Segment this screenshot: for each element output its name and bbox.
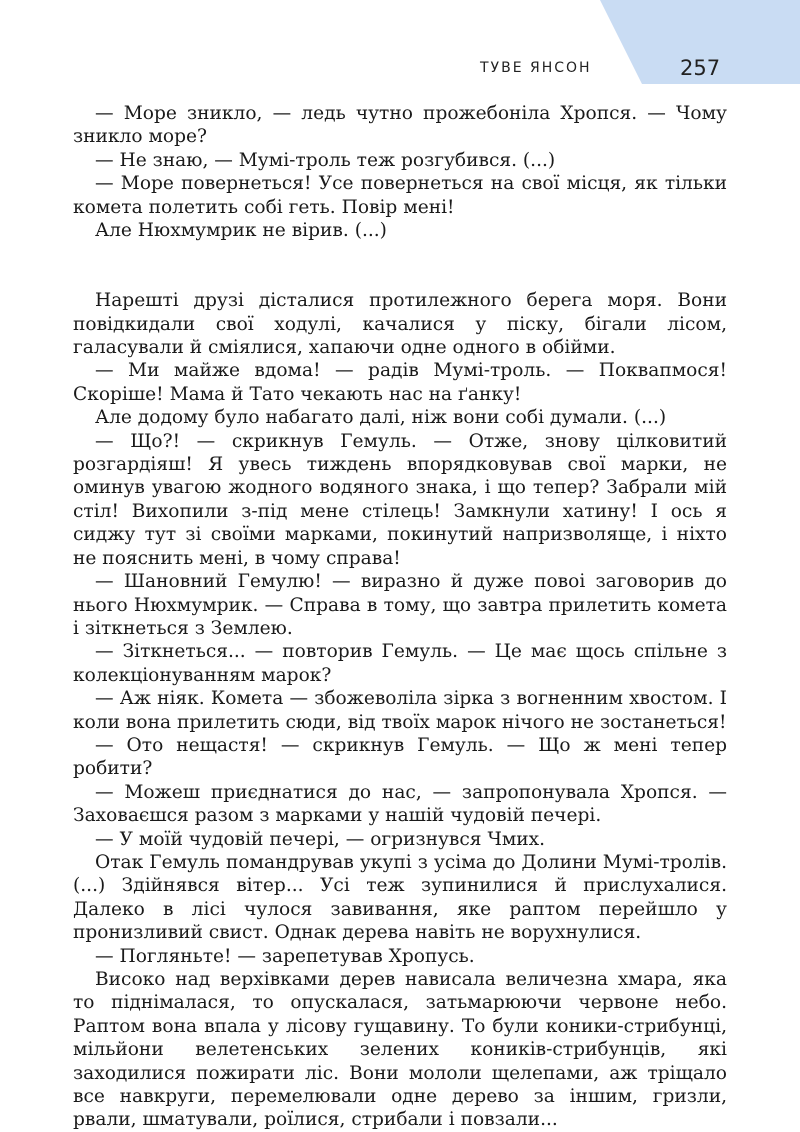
body-text bbox=[73, 102, 727, 1132]
paragraph: — Шановний Гемулю! — виразно й дуже повоі заговорив до нього Нюхмумрик. — Справа в тому, що завтра прилетить комета і зіткнеться з Землею. bbox=[73, 571, 727, 639]
paragraph: — Море зникло, — ледь чутно прожебоніла Хропся. — Чому зникло море? bbox=[73, 103, 727, 148]
running-head-author: ТУВЕ ЯНСОН bbox=[480, 60, 592, 76]
paragraph: — Погляньте! — зарепетував Хропусь. bbox=[95, 945, 475, 967]
paragraph: — Море повернеться! Усе повернеться на свої місця, як тільки комета полетить собі геть. Повір мені! bbox=[73, 173, 727, 218]
paragraph: — Не знаю, — Мумі-троль теж розгубився. (...) bbox=[95, 149, 556, 171]
section-break bbox=[73, 242, 727, 265]
page-number: 257 bbox=[680, 56, 721, 80]
paragraph: Нарешті друзі дісталися протилежного берега моря. Вони повідкидали свої ходулі, качалися у піску, бігали лісом, галасували й сміялися, хапаючи одне одного в обійми. bbox=[73, 290, 727, 359]
paragraph: — Що?! — скрикнув Гемуль. — Отже, знову цілковитий розгардіяш! Я увесь тиждень впорядковував свої марки, не оминув увагою жодного водяного знака, і що тепер? Забрали мій стіл! Вихопили з-під мене стілець! Замкнули хатину! І ось я сиджу тут зі своїми марками, покинутий напризволяще, і ніхто не пояснить мені, в чому справа! bbox=[73, 430, 727, 569]
paragraph: — Можеш приєднатися до нас, — запропонувала Хропся. — Заховаєшся разом з марками у нашій чудовій печері. bbox=[73, 781, 727, 827]
paragraph: Високо над верхівками дерев нависала величезна хмара, яка то піднімалася, то опускалася, затьмарюючи червоне небо. Раптом вона впала у лісову гущавину. То були коники-стрибунці, мільйони велетенських зелених коників-стрибунців, які заходилися пожирати ліс. Вони мололи щелепами, аж тріщало все навкруги, перемелювали одне дерево за іншим, гризли, рвали, шматували, роїлися, стрибали і повзали... bbox=[73, 969, 727, 1131]
paragraph: — У моїй чудовій печері, — огризнувся Чмих. bbox=[95, 828, 546, 850]
paragraph: Але Нюхмумрик не вірив. (...) bbox=[95, 220, 387, 242]
paragraph: Але додому було набагато далі, ніж вони собі думали. (...) bbox=[95, 407, 667, 429]
section-break bbox=[73, 266, 727, 289]
paragraph: — Зіткнеться... — повторив Гемуль. — Це має щось спільне з колекціонуванням марок? bbox=[73, 641, 727, 686]
paragraph: — Ото нещастя! — скрикнув Гемуль. — Що ж мені тепер робити? bbox=[73, 734, 727, 780]
paragraph: Отак Гемуль помандрував укупі з усіма до Долини Мумі-тролів. (...) Здійнявся вітер... Усі теж зупинилися й прислухалися. Далеко в лісі чулося завивання, яке раптом перейшло у пронизливий свист. Однак дерева навіть не ворухнулися. bbox=[73, 851, 727, 944]
paragraph: — Аж ніяк. Комета — збожеволіла зірка з вогненним хвостом. І коли вона прилетить сюди, від твоїх марок нічого не зостанеться! bbox=[73, 688, 727, 733]
paragraph: — Ми майже вдома! — радів Мумі-троль. — Поквапмося! Скоріше! Мама й Тато чекають нас на ґанку! bbox=[73, 360, 727, 405]
